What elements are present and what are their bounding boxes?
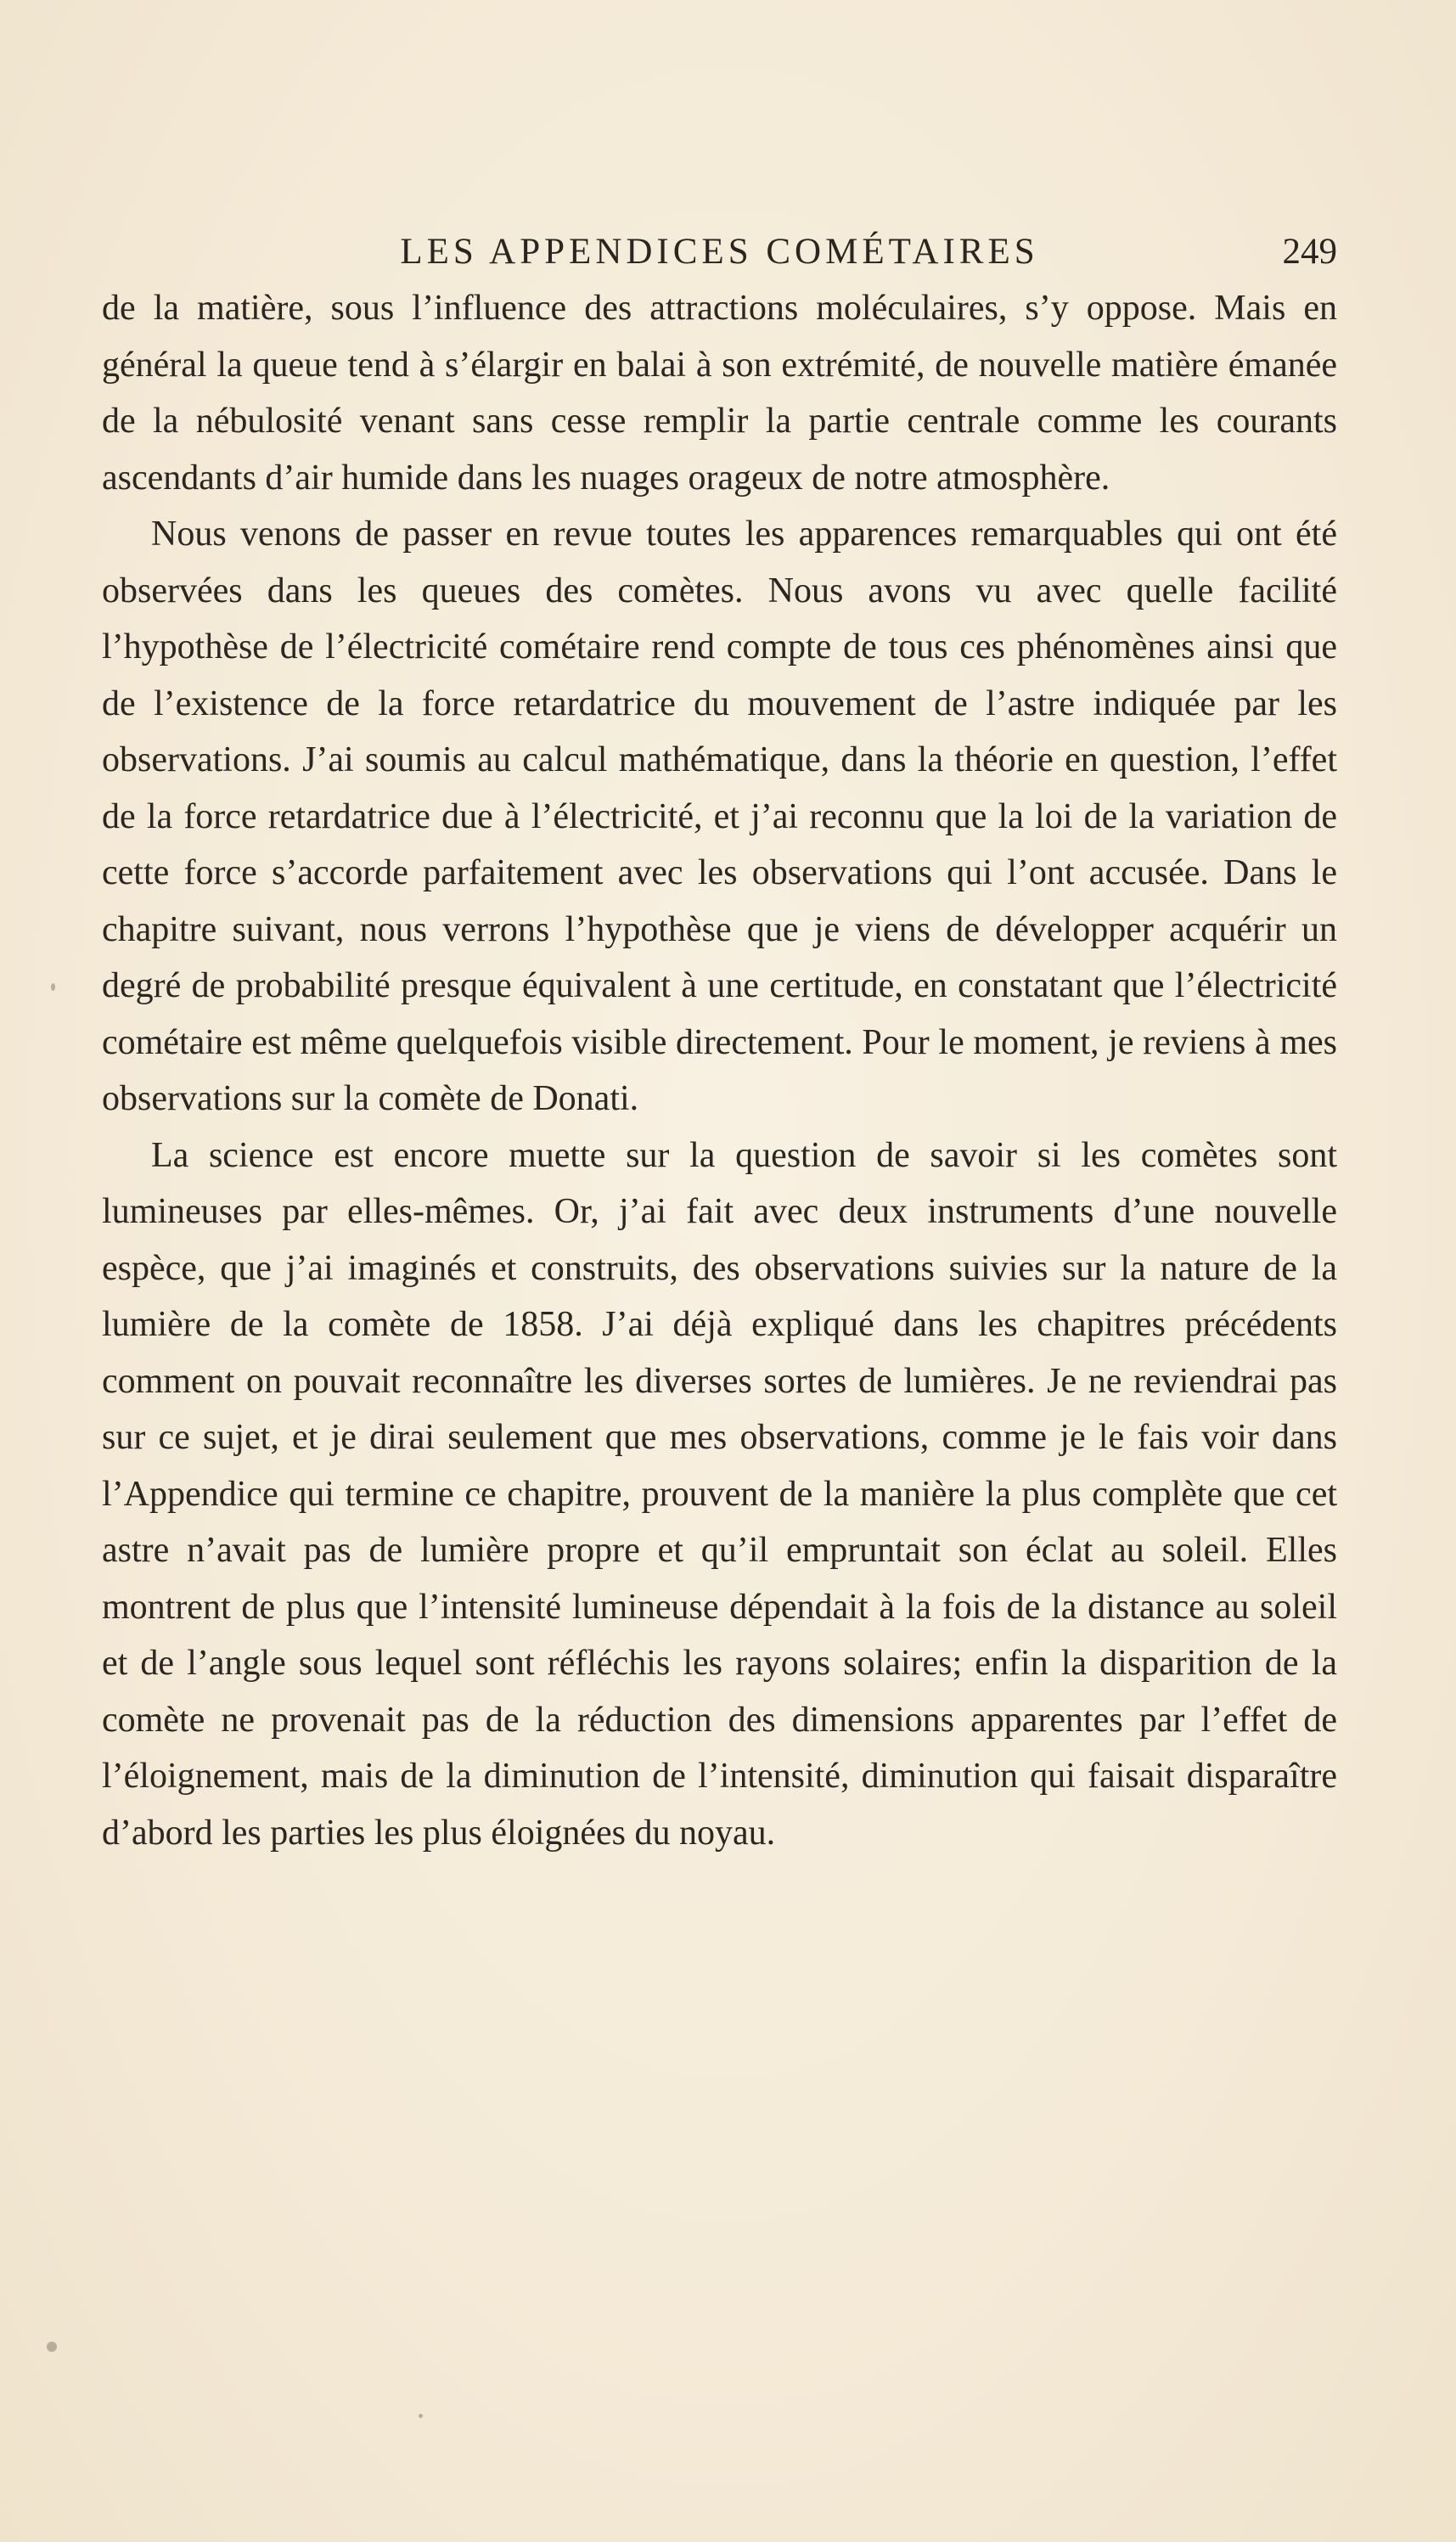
page-header [102,222,1337,282]
paragraph-3: La science est encore muette sur la question de savoir si les comètes sont lumineuses par elles-mêmes. Or, j’ai fait avec deux instruments d’une nouvelle espèce, que j’ai imaginés et construits, des observations suivies sur la nature de la lumière de la comète de 1858. J’ai déjà expliqué dans les chapitres précédents comment on pouvait reconnaître les diverses sortes de lumières. Je ne reviendrai pas sur ce sujet, et je dirai seulement que mes observations, comme je le fais voir dans l’Appendice qui termine ce chapitre, prouvent de la manière la plus complète que cet astre n’avait pas de lumière propre et qu’il empruntait son éclat au soleil. Elles montrent de plus que l’intensité lumineuse dépendait à la fois de la distance au soleil et de l’angle sous lequel sont réfléchis les rayons solaires; enfin la disparition de la comète ne provenait pas de la réduction des dimensions apparentes par l’effet de l’éloignement, mais de la diminution de l’intensité, diminution qui faisait disparaître d’abord les parties les plus éloignées du noyau. [102,1135,1337,1853]
paragraph-2: Nous venons de passer en revue toutes les apparences remarquables qui ont été observées dans les queues des comètes. Nous avons vu avec quelle facilité l’hypothèse de l’électricité cométaire rend compte de tous ces phénomènes ainsi que de l’existence de la force retardatrice du mouvement de l’astre indiquée par les observations. J’ai soumis au calcul mathématique, dans la théorie en question, l’effet de la force retardatrice due à l’électricité, et j’ai reconnu que la loi de la variation de cette force s’accorde parfaitement avec les observations qui l’ont accusée. Dans le chapitre suivant, nous verrons l’hypothèse que je viens de développer acquérir un degré de probabilité presque équivalent à une certitude, en constatant que l’électricité cométaire est même quelquefois visible directement. Pour le moment, je reviens à mes observations sur la comète de Donati. [102,515,1337,1118]
body-text [102,280,1337,1861]
margin-speck [51,983,55,991]
running-title: LES APPENDICES COMÉTAIRES [400,232,1039,272]
margin-speck [419,2414,423,2418]
page-number: 249 [1282,232,1337,272]
paragraph-1: de la matière, sous l’influence des attractions moléculaires, s’y oppose. Mais en général la queue tend à s’élargir en balai à son extrémité, de nouvelle matière émanée de la nébulosité venant sans cesse remplir la partie centrale comme les courants ascendants d’air humide dans les nuages orageux de notre atmosphère. [102,289,1337,498]
margin-speck [47,2342,57,2352]
